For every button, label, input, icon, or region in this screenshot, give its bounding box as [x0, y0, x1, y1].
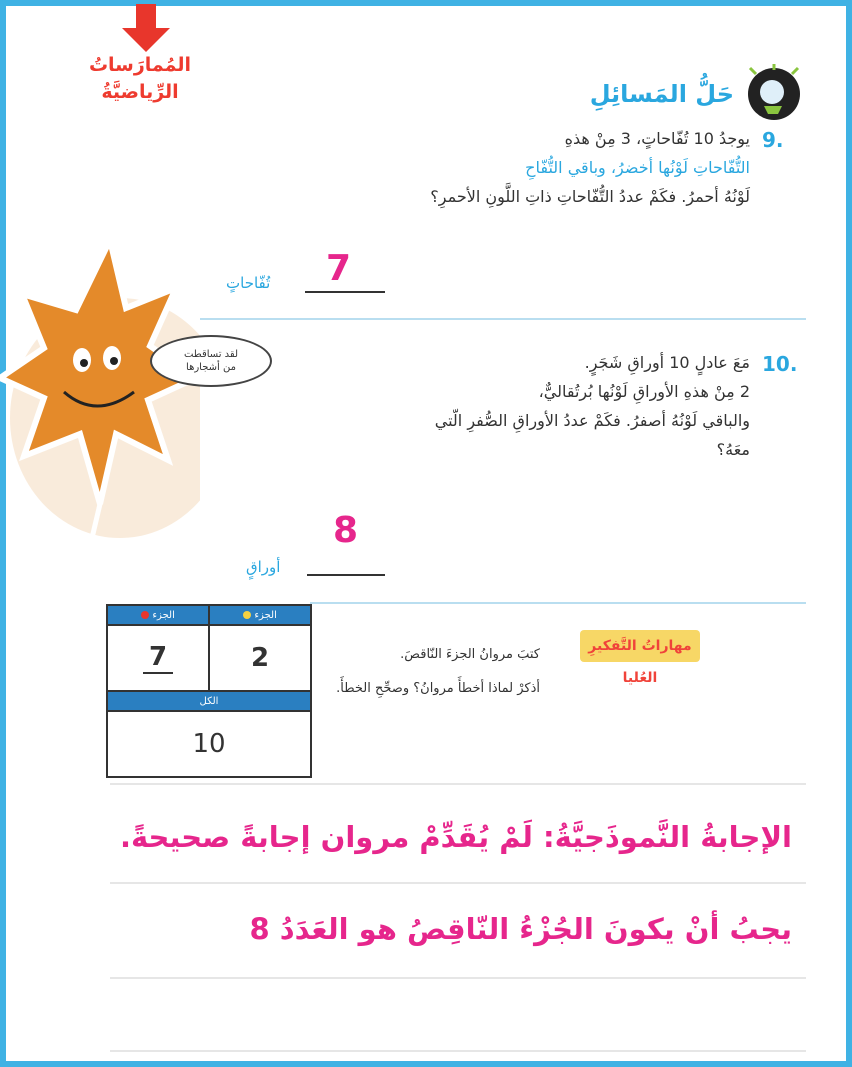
q9-line-1: يوجدُ 10 تُفّاحاتٍ، 3 مِنْ هذهِ [564, 129, 750, 148]
part-left-cell [107, 625, 209, 691]
q10-line-3: والباقي لَوْنُهُ أصفرُ. فكَمْ عددُ الأوراقِ الصُّفرِ الّتي [434, 411, 750, 430]
question-10-text [250, 348, 750, 464]
divider-1 [200, 318, 806, 320]
hots-text [260, 638, 540, 706]
q9-answer-line [305, 291, 385, 293]
hots-label: مهاراتُ التَّفكيرِ العُليا [580, 630, 700, 662]
q10-line-2: 2 مِنْ هذهِ الأوراقِ لَوْنُها بُرتُقاليٌّ، [538, 382, 750, 401]
q10-answer: 8 [333, 510, 359, 551]
down-arrow-icon [120, 4, 172, 54]
math-practices-label [80, 52, 200, 106]
bubble-line-1: لقد تساقطت [183, 349, 239, 360]
whole-header: الكل [107, 691, 311, 711]
side-print-mark [14, 840, 34, 1020]
model-answer-line-1: الإجابةُ النَّموذَجيَّةُ: لَمْ يُقَدِّمْ مروان إجابةً صحيحةً. [119, 820, 792, 854]
lightbulb-icon [742, 62, 804, 124]
part-right-cell: 2 [209, 625, 311, 691]
part-left-header: الجزء [107, 605, 209, 625]
leaf-character [0, 228, 200, 548]
bubble-line-2: من أشجارها [186, 362, 236, 373]
q9-unit: تُفّاحاتٍ [226, 274, 271, 292]
divider-2 [310, 602, 806, 604]
model-answer-line-2: يجبُ أنْ يكونَ الجُزْءُ النّاقِصُ هو العَدَدُ 8 [249, 912, 792, 946]
writing-line-1 [110, 783, 806, 785]
part-right-header: الجزء [209, 605, 311, 625]
writing-line-3 [110, 977, 806, 979]
question-9-number: 9. [762, 128, 784, 152]
q9-line-2: التُّفّاحاتِ لَوْنُها أخضرُ، وباقي التُّفّاحِ [525, 158, 750, 177]
practices-line-1: المُمارَساتُ [88, 54, 192, 76]
whole-cell: 10 [107, 711, 311, 777]
q10-line-4: معَهُ؟ [716, 440, 750, 459]
q10-unit: أوراقٍ [246, 558, 281, 576]
hots-line-1: كتبَ مروانُ الجزءَ النّاقصَ. [400, 647, 540, 662]
q10-line-1: مَعَ عادلٍ 10 أوراقِ شَجَرٍ. [584, 353, 750, 372]
q9-answer: 7 [326, 248, 352, 289]
hots-line-2: أذكرْ لماذا أخطأَ مروانُ؟ وصحِّحِ الخطأَ. [336, 681, 540, 696]
question-9-text [190, 124, 750, 211]
practices-line-2: الرِّياضيَّةُ [101, 81, 179, 103]
question-10-number: 10. [762, 352, 798, 376]
writing-line-4 [110, 1050, 806, 1052]
q10-answer-line [307, 574, 385, 576]
part-left-value: 7 [143, 642, 173, 674]
q9-line-3: لَوْنُهُ أحمرُ. فكَمْ عددُ التُّفّاحاتِ ذاتِ اللَّونِ الأحمرِ؟ [430, 187, 750, 206]
writing-line-2 [110, 882, 806, 884]
section-title: حَلُّ المَسائِلِ [589, 80, 734, 108]
